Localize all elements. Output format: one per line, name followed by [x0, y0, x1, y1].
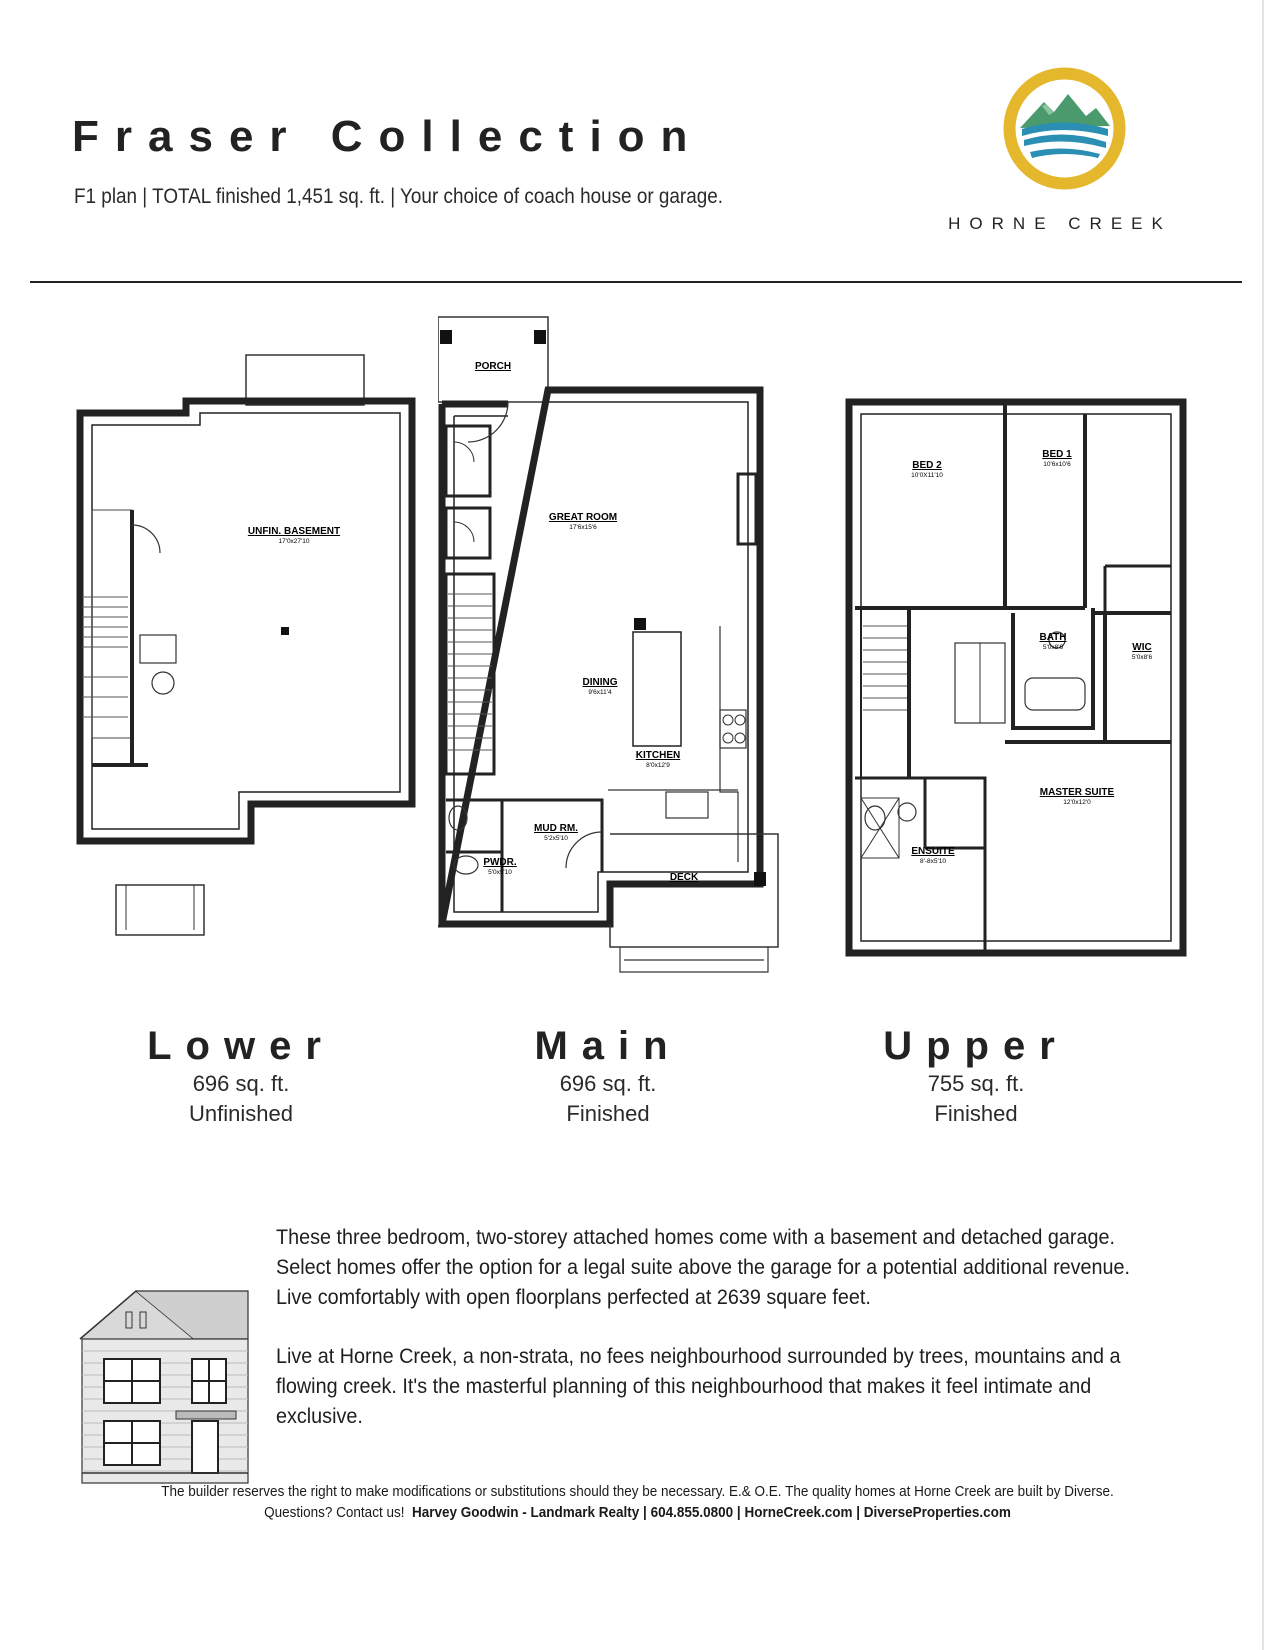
- separator: |: [736, 1504, 741, 1521]
- level-name: Lower: [147, 1024, 335, 1068]
- master-suite-label: MASTER SUITE: [1039, 787, 1115, 798]
- deck-label: DECK: [669, 872, 699, 883]
- level-area: 696 sq. ft.: [559, 1071, 657, 1096]
- website-link[interactable]: DiverseProperties.com: [863, 1504, 1011, 1521]
- basement-dim: 17'0x27'10: [278, 538, 310, 545]
- porch-label: PORCH: [474, 361, 512, 372]
- footer-contact: [64, 1504, 1212, 1521]
- great-room-label: GREAT ROOM: [548, 512, 618, 523]
- separator: |: [643, 1504, 647, 1521]
- powder-label: PWDR.: [483, 857, 517, 868]
- contact-phone: 604.855.0800: [650, 1504, 734, 1521]
- bath-label: BATH: [1039, 632, 1067, 643]
- level-name: Upper: [883, 1024, 1069, 1068]
- powder-dim: 5'0x5'10: [488, 869, 512, 876]
- level-status: Finished: [566, 1101, 650, 1126]
- level-status: Unfinished: [189, 1101, 293, 1126]
- level-name: Main: [534, 1024, 682, 1068]
- bath-dim: 5'0x8'6: [1042, 644, 1064, 651]
- wic-label: WIC: [1132, 642, 1152, 653]
- horne-creek-logo: [1002, 66, 1127, 191]
- separator: |: [856, 1504, 861, 1521]
- great-room-dim: 17'6x15'6: [569, 524, 597, 531]
- contact-name: Harvey Goodwin - Landmark Realty: [411, 1504, 640, 1521]
- plan-subtitle: F1 plan | TOTAL finished 1,451 sq. ft. | Your choice of coach house or garage.: [74, 185, 723, 208]
- ensuite-dim: 8'-8x5'10: [920, 858, 946, 865]
- mud-room-dim: 5'2x5'10: [544, 835, 568, 842]
- dining-label: DINING: [582, 677, 618, 688]
- bed1-dim: 10'6x10'6: [1043, 461, 1071, 468]
- footer-disclaimer: The builder reserves the right to make modifications or substitutions should they be necessary. E.& O.E. The quality homes at Horne Creek are built by Diverse.: [161, 1483, 1114, 1500]
- upper-floor-plan: [845, 398, 1190, 958]
- ensuite-label: ENSUITE: [911, 846, 955, 857]
- level-status: Finished: [934, 1101, 1018, 1126]
- page-title: Fraser Collection: [72, 112, 704, 161]
- kitchen-label: KITCHEN: [635, 750, 681, 761]
- level-area: 696 sq. ft.: [192, 1071, 290, 1096]
- dining-dim: 9'6x11'4: [588, 689, 612, 696]
- description-paragraph-1: These three bedroom, two-storey attached homes come with a basement and detached garage. Select homes offer the option for a legal suite above the garage for a potential additional revenue. Live comfortably with open floorplans perfected at 2639 square feet.: [276, 1225, 1131, 1309]
- contact-prefix: Questions? Contact us!: [264, 1504, 405, 1521]
- level-main: [468, 1024, 748, 1129]
- page-edge: [1262, 0, 1264, 1650]
- level-lower: [101, 1024, 381, 1129]
- kitchen-dim: 8'0x12'9: [646, 762, 670, 769]
- basement-label: UNFIN. BASEMENT: [247, 526, 341, 537]
- bed2-dim: 10'0X11'10: [911, 472, 943, 479]
- wic-dim: 5'0x8'6: [1131, 654, 1153, 661]
- website-link[interactable]: HorneCreek.com: [744, 1504, 853, 1521]
- level-upper: [836, 1024, 1116, 1129]
- house-elevation-drawing: [76, 1287, 252, 1487]
- lower-floor-plan: [76, 345, 421, 985]
- mud-room-label: MUD RM.: [534, 823, 578, 834]
- bed2-label: BED 2: [912, 460, 942, 471]
- brand-name: HORNE CREEK: [948, 214, 1172, 233]
- level-area: 755 sq. ft.: [927, 1071, 1025, 1096]
- master-suite-dim: 12'0x12'0: [1063, 799, 1091, 806]
- main-floor-plan: [438, 312, 783, 992]
- header-divider: [30, 281, 1242, 283]
- bed1-label: BED 1: [1042, 449, 1072, 460]
- description-paragraph-2: Live at Horne Creek, a non-strata, no fees neighbourhood surrounded by trees, mountains and a flowing creek. It's the masterful planning of this neighbourhood that makes it feel intimate and exclusive.: [276, 1344, 1121, 1428]
